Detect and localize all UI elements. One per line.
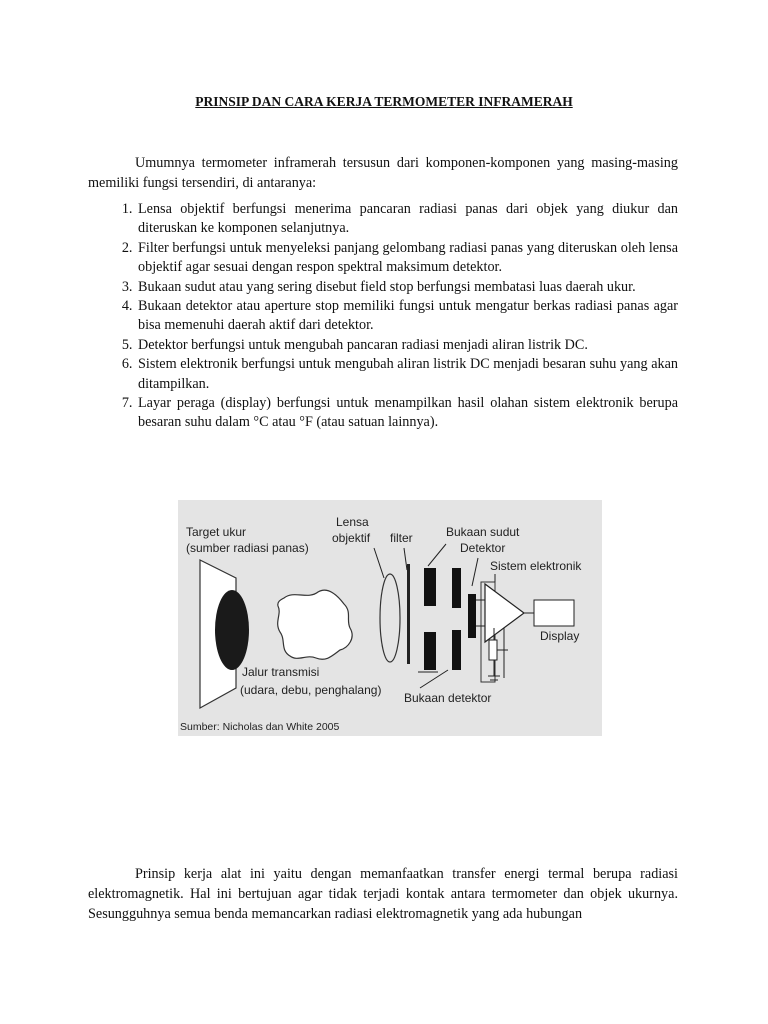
list-item: 7. Layar peraga (display) berfungsi untuk menampilkan hasil olahan sistem elektronik berupa besaran suhu dalam °C atau °F (atau satuan lainnya). xyxy=(136,394,678,433)
label-lens-1: Lensa xyxy=(336,515,369,529)
label-field-stop-1: Bukaan sudut xyxy=(446,525,520,539)
field-stop-top xyxy=(424,568,436,606)
field-stop-bottom xyxy=(424,632,436,670)
intro-paragraph: Umumnya termometer inframerah tersusun dari komponen-komponen yang masing-masing memiliki fungsi tersendiri, di antaranya: xyxy=(88,155,678,191)
transmission-path-blob xyxy=(278,590,352,659)
outro-paragraph: Prinsip kerja alat ini yaitu dengan memanfaatkan transfer energi termal berupa radiasi elektromagnetik. Hal ini bertujuan agar tidak terjadi kontak antara termometer dan objek ukurnya. Sesungguhnya semua benda memancarkan radiasi elektromagnetik yang ada hubungan xyxy=(88,866,678,922)
label-filter: filter xyxy=(390,531,413,545)
label-lens-2: objektif xyxy=(332,531,371,545)
label-aperture: Bukaan detektor xyxy=(404,691,492,705)
label-path-1: Jalur transmisi xyxy=(242,665,320,679)
list-item: 5. Detektor berfungsi untuk mengubah pancaran radiasi menjadi aliran listrik DC. xyxy=(136,336,678,355)
label-target-2: (sumber radiasi panas) xyxy=(186,541,309,555)
label-field-stop-2: Detektor xyxy=(460,541,506,555)
list-item: 1. Lensa objektif berfungsi menerima pancaran radiasi panas dari objek yang diukur dan diteruskan ke komponen selanjutnya. xyxy=(136,200,678,239)
component-list xyxy=(88,200,678,433)
detector-element xyxy=(468,594,476,638)
label-target-1: Target ukur xyxy=(186,525,247,539)
list-item: 4. Bukaan detektor atau aperture stop memiliki fungsi untuk mengatur berkas radiasi panas agar bisa memenuhi daerah aktif dari detektor. xyxy=(136,297,678,336)
list-item: 2. Filter berfungsi untuk menyeleksi panjang gelombang radiasi panas yang diteruskan oleh lensa objektif agar sesuai dengan respon spektral maksimum detektor. xyxy=(136,239,678,278)
objective-lens xyxy=(380,574,400,662)
figure-caption: Sumber: Nicholas dan White 2005 xyxy=(180,721,340,733)
aperture-stop-bottom xyxy=(452,630,461,670)
list-item: 3. Bukaan sudut atau yang sering disebut field stop berfungsi membatasi luas daerah ukur. xyxy=(136,278,678,297)
label-display: Display xyxy=(540,629,580,643)
filter-plate xyxy=(407,564,410,664)
list-item: 6. Sistem elektronik berfungsi untuk mengubah aliran listrik DC menjadi besaran suhu yang akan ditampilkan. xyxy=(136,355,678,394)
thermometer-diagram xyxy=(178,500,602,736)
display-box xyxy=(534,600,574,626)
label-path-2: (udara, debu, penghalang) xyxy=(240,683,382,697)
aperture-stop-top xyxy=(452,568,461,608)
page-title: PRINSIP DAN CARA KERJA TERMOMETER INFRAMERAH xyxy=(195,94,573,109)
resistor-symbol xyxy=(489,640,497,660)
target-spot xyxy=(215,590,249,670)
label-electronics: Sistem elektronik xyxy=(490,559,582,573)
